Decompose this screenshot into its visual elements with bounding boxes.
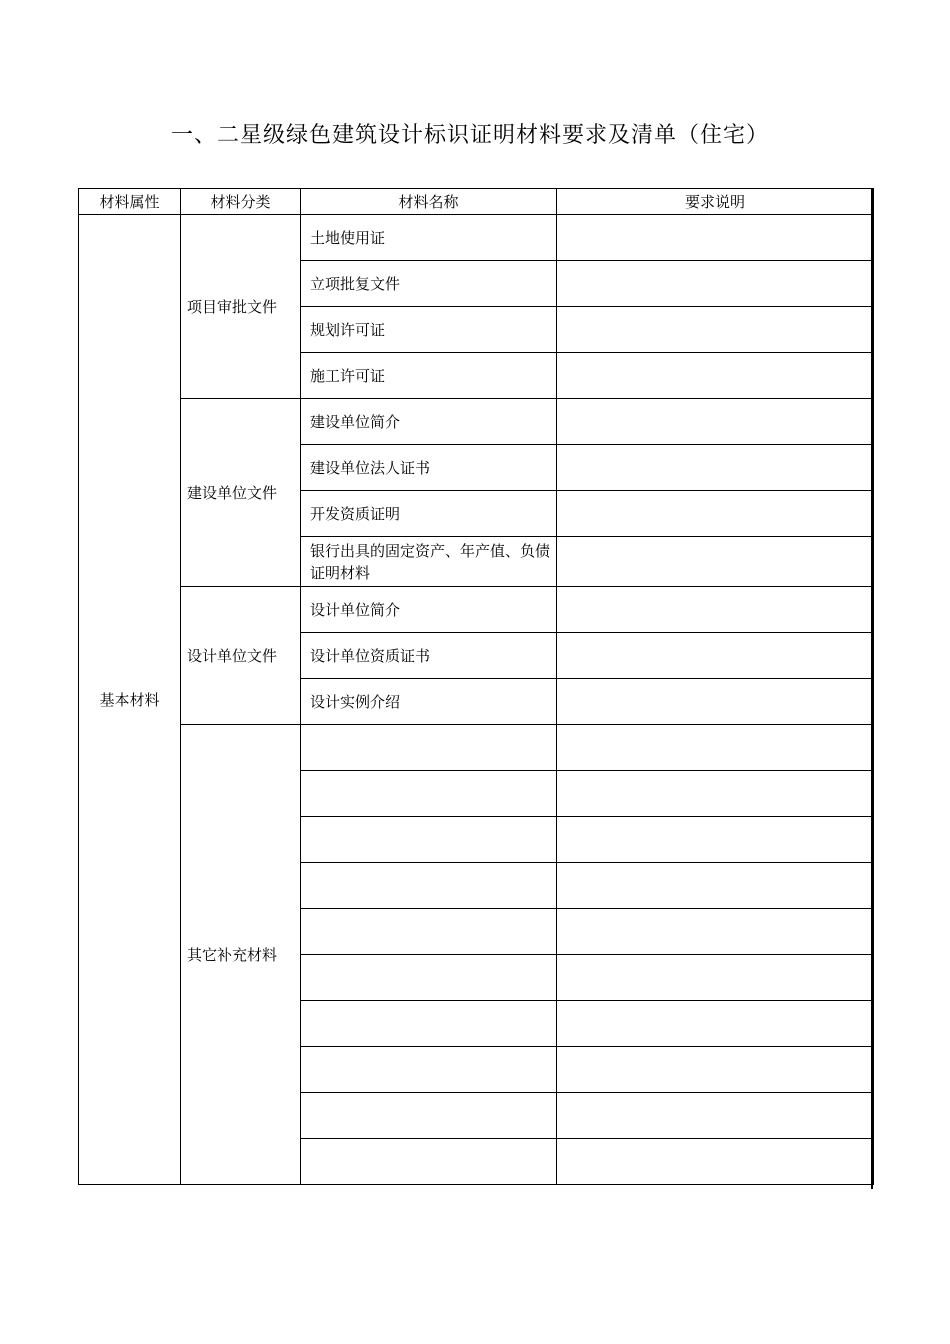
requirement-cell[interactable]: [557, 725, 874, 771]
requirement-cell[interactable]: [557, 1093, 874, 1139]
table-right-border: [871, 188, 873, 1189]
header-material-name: 材料名称: [301, 189, 557, 215]
material-name-cell[interactable]: [301, 863, 557, 909]
requirement-cell[interactable]: [557, 1047, 874, 1093]
attribute-cell: 基本材料: [79, 215, 181, 1185]
material-name-cell[interactable]: [301, 1139, 557, 1185]
category-cell: 设计单位文件: [181, 587, 301, 725]
material-name-cell: 建设单位简介: [301, 399, 557, 445]
material-name-cell: 立项批复文件: [301, 261, 557, 307]
table-row: [79, 399, 874, 445]
material-name-cell: 规划许可证: [301, 307, 557, 353]
requirement-cell[interactable]: [557, 1001, 874, 1047]
material-name-cell: 银行出具的固定资产、年产值、负债证明材料: [301, 537, 557, 587]
category-cell: 项目审批文件: [181, 215, 301, 399]
requirement-cell[interactable]: [557, 679, 874, 725]
category-cell: 建设单位文件: [181, 399, 301, 587]
requirement-cell[interactable]: [557, 491, 874, 537]
category-cell: 其它补充材料: [181, 725, 301, 1185]
material-name-cell[interactable]: [301, 955, 557, 1001]
requirement-cell[interactable]: [557, 587, 874, 633]
table-header-row: [79, 189, 874, 215]
document-title: 一、二星级绿色建筑设计标识证明材料要求及清单（住宅）: [170, 123, 769, 148]
requirement-cell[interactable]: [557, 537, 874, 587]
requirement-cell[interactable]: [557, 399, 874, 445]
requirement-cell[interactable]: [557, 261, 874, 307]
material-name-cell: 设计单位资质证书: [301, 633, 557, 679]
requirement-cell[interactable]: [557, 633, 874, 679]
material-name-cell: 设计单位简介: [301, 587, 557, 633]
material-name-cell[interactable]: [301, 1047, 557, 1093]
requirement-cell[interactable]: [557, 863, 874, 909]
requirement-cell[interactable]: [557, 955, 874, 1001]
material-name-cell: 开发资质证明: [301, 491, 557, 537]
header-requirements: 要求说明: [557, 189, 874, 215]
material-name-cell[interactable]: [301, 771, 557, 817]
requirement-cell[interactable]: [557, 771, 874, 817]
requirement-cell[interactable]: [557, 215, 874, 261]
material-name-cell[interactable]: [301, 817, 557, 863]
requirement-cell[interactable]: [557, 909, 874, 955]
header-category: 材料分类: [181, 189, 301, 215]
requirement-cell[interactable]: [557, 307, 874, 353]
material-name-cell: 施工许可证: [301, 353, 557, 399]
table-row: [79, 215, 874, 261]
material-name-cell: 建设单位法人证书: [301, 445, 557, 491]
requirement-cell[interactable]: [557, 353, 874, 399]
material-name-cell: 土地使用证: [301, 215, 557, 261]
materials-table: [78, 188, 874, 1185]
requirement-cell[interactable]: [557, 817, 874, 863]
material-name-cell[interactable]: [301, 1001, 557, 1047]
table-row: [79, 725, 874, 771]
material-name-cell[interactable]: [301, 909, 557, 955]
header-attribute: 材料属性: [79, 189, 181, 215]
material-name-cell[interactable]: [301, 1093, 557, 1139]
requirement-cell[interactable]: [557, 445, 874, 491]
material-name-cell: 设计实例介绍: [301, 679, 557, 725]
table-row: [79, 587, 874, 633]
requirement-cell[interactable]: [557, 1139, 874, 1185]
material-name-cell[interactable]: [301, 725, 557, 771]
